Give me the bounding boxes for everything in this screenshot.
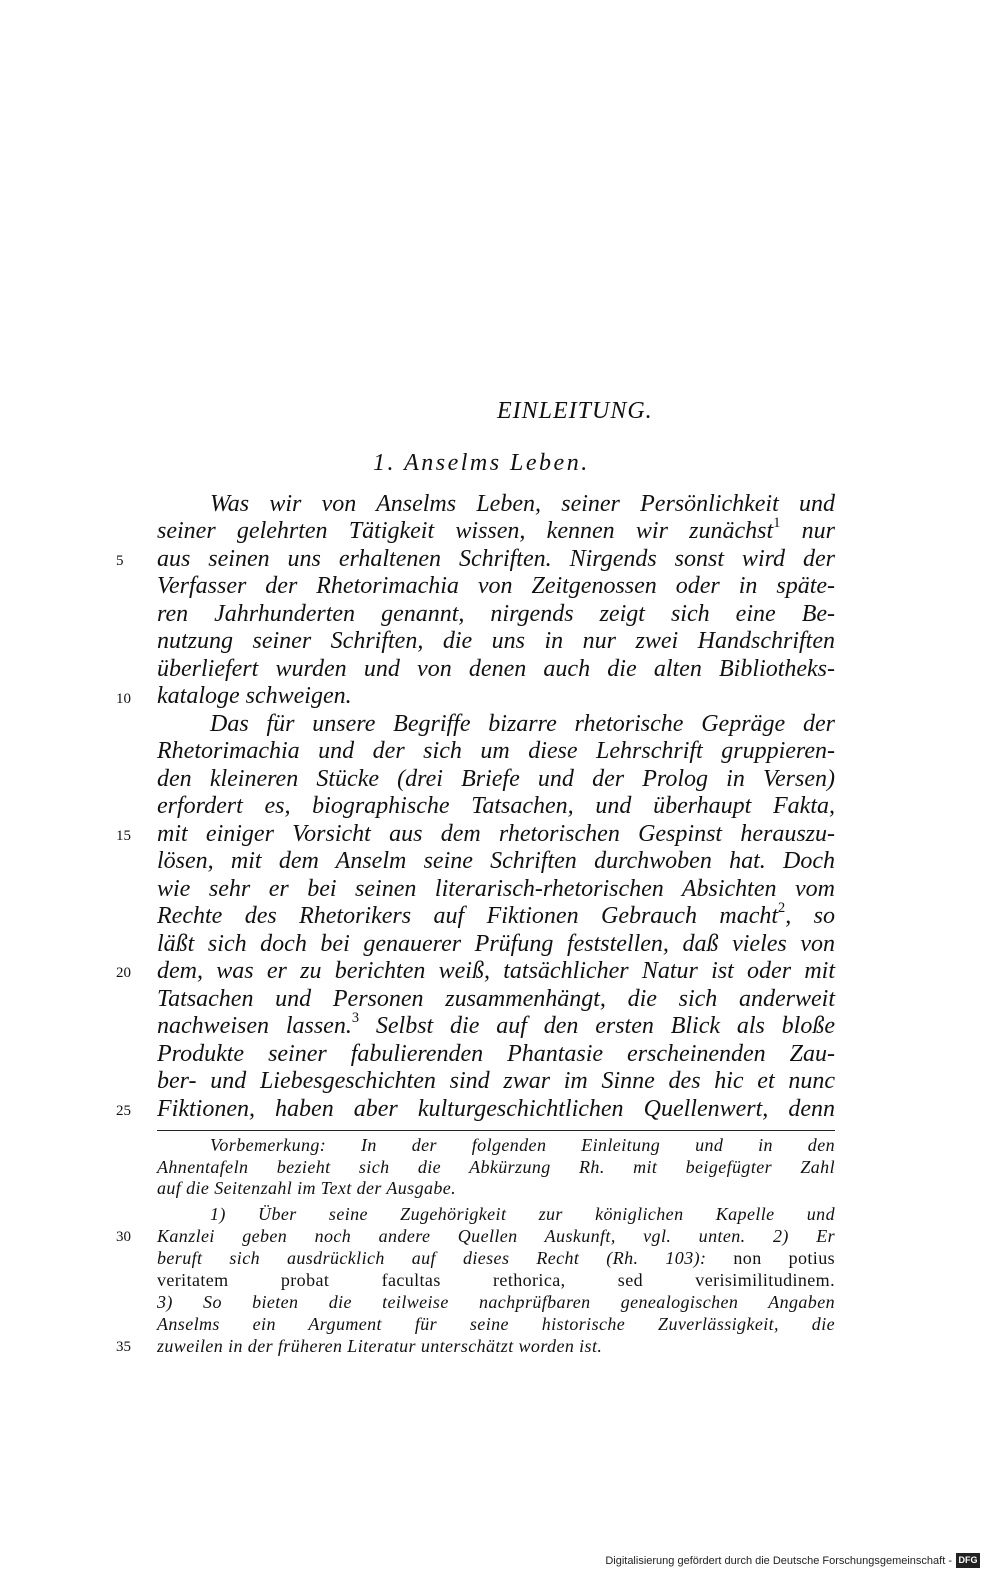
footnote-line: Ahnentafeln bezieht sich die Abkürzung Rh. mit beigefügter Zahl: [157, 1157, 835, 1177]
text-line: Fiktionen, haben aber kulturgeschichtlichen Quellenwert, denn: [157, 1096, 835, 1122]
footnote-line: zuweilen in der früheren Literatur unterschätzt worden ist.: [157, 1336, 603, 1356]
footnote-ref: 2: [778, 899, 786, 916]
text-line: Was wir von Anselms Leben, seiner Persönlichkeit und: [210, 491, 835, 517]
text-line: nachweisen lassen.$^3$ Selbst die auf den ersten Blick als bloße: [157, 1009, 836, 1039]
text-line: Rechte des Rhetorikers auf Fiktionen Gebrauch macht$^2$, so: [157, 899, 836, 929]
text-line: kataloge schweigen.: [157, 683, 352, 709]
text-line: den kleineren Stücke (drei Briefe und der Prolog in Versen): [157, 766, 835, 792]
line-number: 35: [116, 1339, 131, 1355]
line-number: 15: [116, 828, 131, 844]
text-line: lösen, mit dem Anselm seine Schriften durchwoben hat. Doch: [157, 848, 835, 874]
text-line: erfordert es, biographische Tatsachen, und überhaupt Fakta,: [157, 793, 835, 819]
footnote-ref: 1: [773, 514, 781, 531]
footnote-ref: 3: [351, 1009, 360, 1026]
text-line: Das für unsere Begriffe bizarre rhetorische Gepräge der: [210, 711, 835, 737]
text-line: ren Jahrhunderten genannt, nirgends zeigt sich eine Be-: [157, 601, 835, 627]
chapter-title: EINLEITUNG.: [497, 398, 653, 424]
text-line: Verfasser der Rhetorimachia von Zeitgenossen oder in späte-: [157, 573, 835, 599]
line-number: 20: [116, 965, 131, 981]
footnote-line: 1) Über seine Zugehörigkeit zur königlichen Kapelle und: [210, 1204, 835, 1224]
dfg-logo: DFG: [956, 1553, 980, 1568]
footnote-line: Anselms ein Argument für seine historische Zuverlässigkeit, die: [157, 1314, 835, 1334]
section-title: 1. Anselms Leben.: [373, 450, 590, 476]
footnote-line: 3) So bieten die teilweise nachprüfbaren genealogischen Angaben: [157, 1292, 835, 1312]
footnote-line: beruft sich ausdrücklich auf dieses Recht (Rh. 103): non potius: [157, 1248, 835, 1268]
text-line: mit einiger Vorsicht aus dem rhetorischen Gespinst herauszu-: [157, 821, 835, 847]
line-number: 30: [116, 1229, 131, 1245]
footnote-divider: [157, 1130, 835, 1131]
text-line: aus seinen uns erhaltenen Schriften. Nirgends sonst wird der: [157, 546, 835, 572]
text-line: überliefert wurden und von denen auch die alten Bibliotheks-: [157, 656, 835, 682]
text-line: seiner gelehrten Tätigkeit wissen, kennen wir zunächst$^1$ nur: [157, 514, 835, 544]
text-line: nutzung seiner Schriften, die uns in nur zwei Handschriften: [157, 628, 835, 654]
text-line: Tatsachen und Personen zusammenhängt, die sich anderweit: [157, 986, 835, 1012]
text-line: wie sehr er bei seinen literarisch-rhetorischen Absichten vom: [157, 876, 835, 902]
text-line: läßt sich doch bei genauerer Prüfung feststellen, daß vieles von: [157, 931, 835, 957]
line-number: 25: [116, 1103, 131, 1119]
line-number: 10: [116, 691, 131, 707]
footnote-line: auf die Seitenzahl im Text der Ausgabe.: [157, 1178, 457, 1198]
text-line: ber- und Liebesgeschichten sind zwar im Sinne des hic et nunc: [157, 1068, 835, 1094]
text-line: dem, was er zu berichten weiß, tatsächlicher Natur ist oder mit: [157, 958, 835, 984]
footnote-line: Vorbemerkung: In der folgenden Einleitung und in den: [210, 1135, 835, 1155]
digitization-credit: Digitalisierung gefördert durch die Deutsche Forschungsgemeinschaft -: [605, 1555, 952, 1567]
footnote-line: Kanzlei geben noch andere Quellen Auskunft, vgl. unten. 2) Er: [157, 1226, 835, 1246]
text-line: Rhetorimachia und der sich um diese Lehrschrift gruppieren-: [157, 738, 835, 764]
footnote-line: veritatem probat facultas rethorica, sed verisimilitudinem.: [157, 1270, 835, 1290]
text-line: Produkte seiner fabulierenden Phantasie erscheinenden Zau-: [157, 1041, 835, 1067]
line-number: 5: [116, 553, 124, 569]
